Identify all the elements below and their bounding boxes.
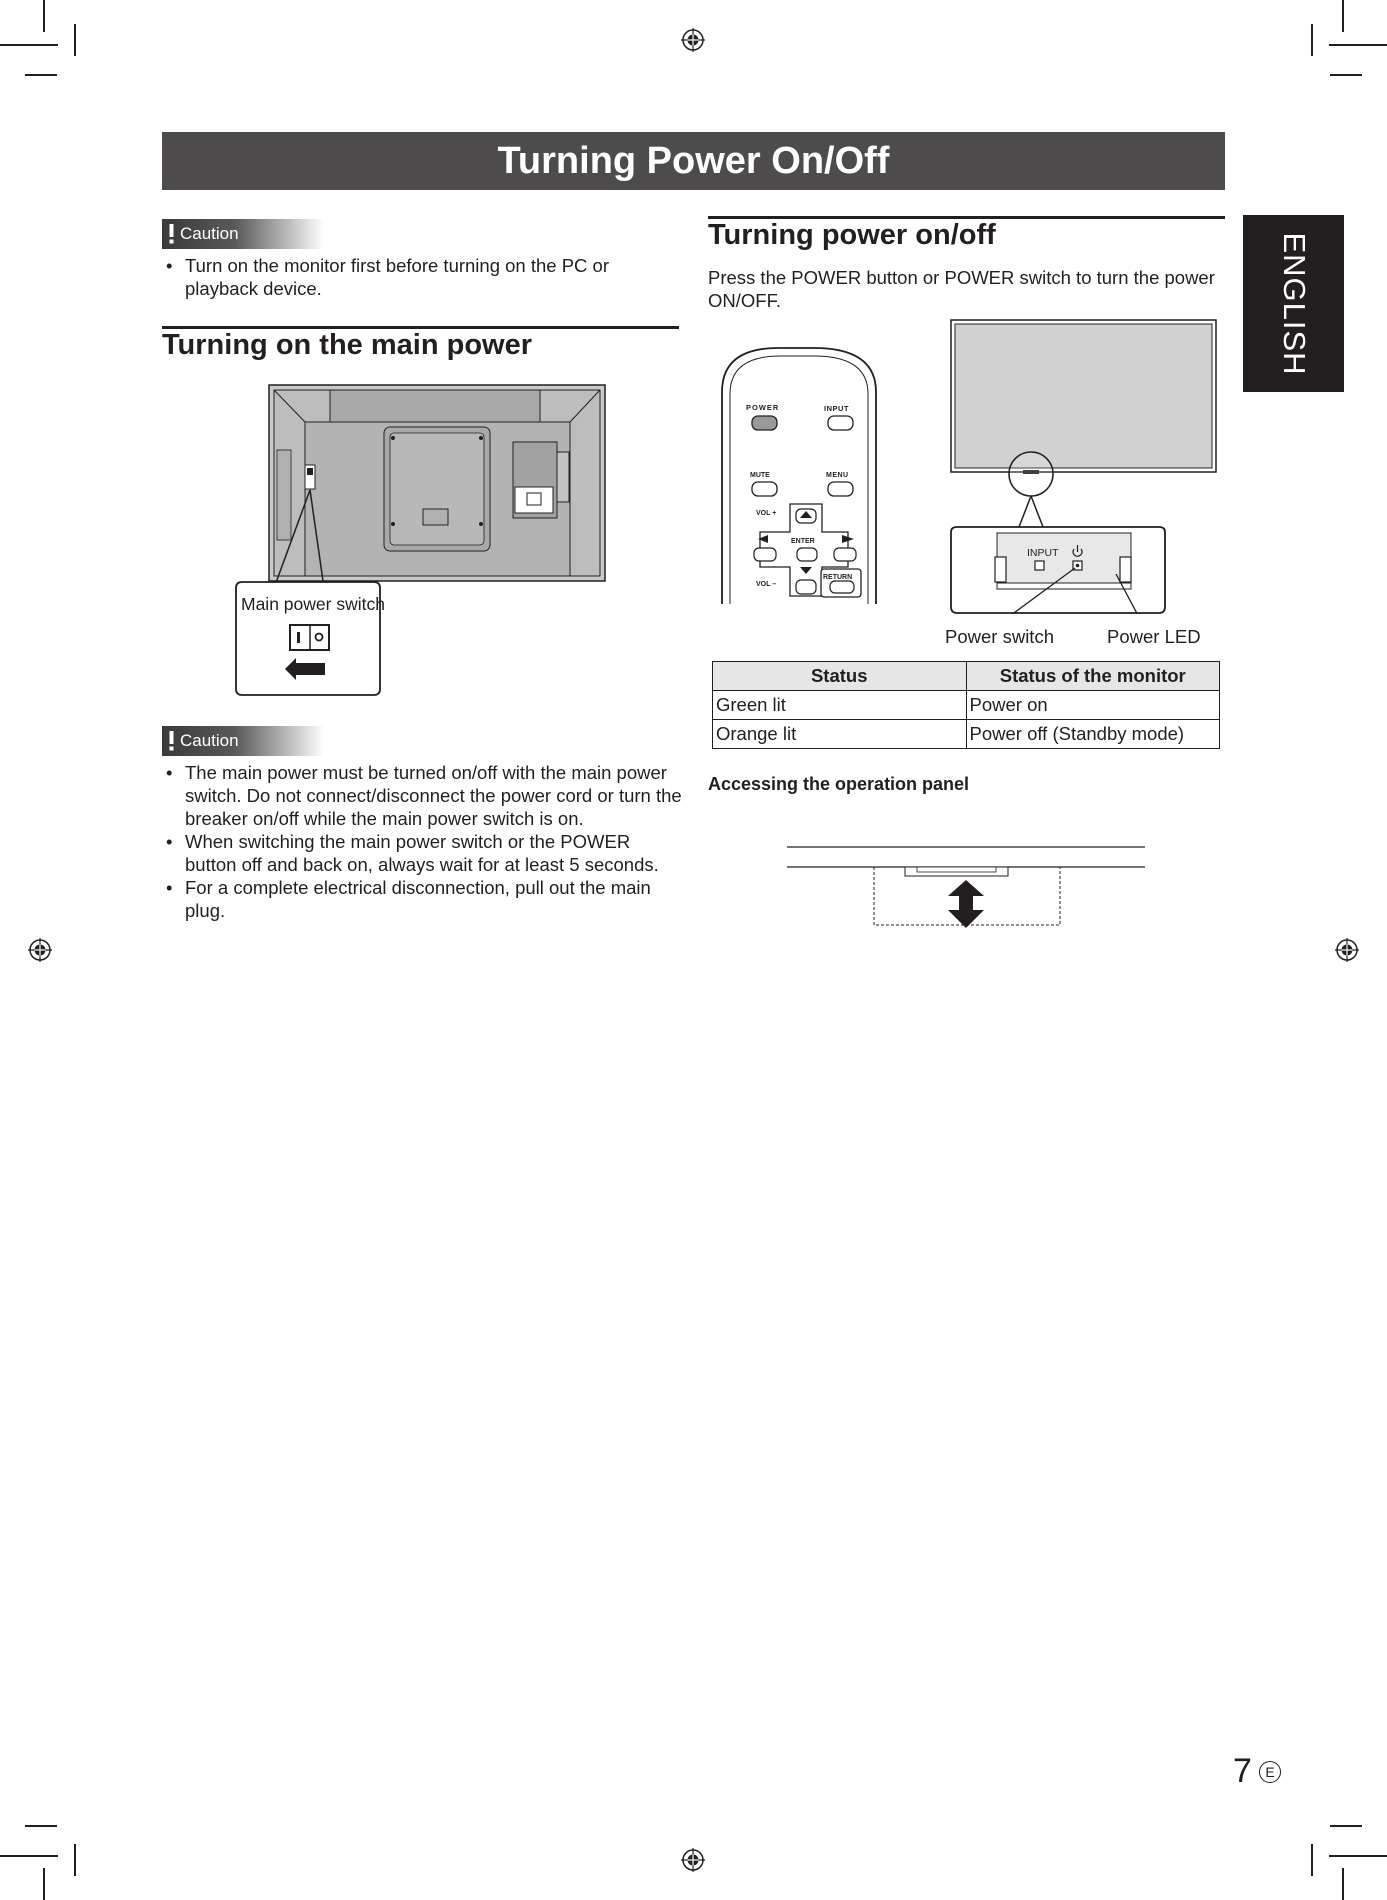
list-item: • The main power must be turned on/off with the main power switch. Do not connect/disconnect the power cord or turn the breaker on/off while the main power switch is on. <box>162 761 682 830</box>
list-item: • When switching the main power switch or the POWER button off and back on, always wait for at least 5 seconds. <box>162 830 682 876</box>
caution-label: Caution <box>180 731 239 750</box>
exclamation-icon <box>169 224 174 244</box>
crop-mark <box>74 24 76 56</box>
main-power-switch-label: Main power switch <box>241 594 385 614</box>
list-item: • For a complete electrical disconnection, pull out the main plug. <box>162 876 682 922</box>
remote-input-label: INPUT <box>824 404 849 413</box>
crop-mark <box>1311 1844 1313 1876</box>
panel-input-label: INPUT <box>1027 547 1059 559</box>
remote-mute-label: MUTE <box>750 472 770 479</box>
crop-mark <box>25 74 57 76</box>
caution-top-list <box>162 254 682 300</box>
section-title-power-onoff: Turning power on/off <box>708 219 996 251</box>
remote-enter-label: ENTER <box>791 538 815 545</box>
crop-mark <box>74 1844 76 1876</box>
crop-mark <box>25 1825 57 1827</box>
remote-menu-label: MENU <box>826 472 849 479</box>
table-row <box>713 691 1220 720</box>
caution-badge <box>162 726 324 756</box>
crop-mark <box>1330 74 1362 76</box>
crop-mark <box>43 1868 45 1900</box>
list-item: • Turn on the monitor first before turning on the PC or playback device. <box>162 254 682 300</box>
registration-mark-icon <box>1335 938 1359 962</box>
caution-badge <box>162 219 324 249</box>
exclamation-icon <box>169 731 174 751</box>
remote-vol-plus-label: VOL + <box>756 510 777 517</box>
language-tab-label: ENGLISH <box>1276 231 1312 376</box>
caution-label: Caution <box>180 224 239 243</box>
registration-mark-icon <box>28 938 52 962</box>
crop-mark <box>1329 44 1387 46</box>
crop-mark <box>0 44 58 46</box>
crop-mark <box>1342 1868 1344 1900</box>
intro-text: Press the POWER button or POWER switch to turn the power ON/OFF. <box>708 267 1215 311</box>
page-title: Turning Power On/Off <box>162 132 1225 190</box>
remote-return-label: RETURN <box>823 574 853 581</box>
crop-mark <box>1342 0 1344 32</box>
caution-bottom-list <box>162 761 682 922</box>
section-title-main-power: Turning on the main power <box>162 329 533 361</box>
power-led-callout: Power LED <box>1107 626 1201 647</box>
table-header-row <box>713 662 1220 691</box>
table-cell: Power on <box>966 691 1220 720</box>
monitor-front-illustration <box>945 316 1220 614</box>
remote-power-label: POWER <box>746 403 780 412</box>
remote-vol-minus-label: VOL – <box>756 581 777 588</box>
table-cell: Power off (Standby mode) <box>966 720 1220 749</box>
crop-mark <box>1330 1825 1362 1827</box>
language-tab <box>1243 215 1344 392</box>
registration-mark-icon <box>681 1848 705 1872</box>
subheading-operation-panel: Accessing the operation panel <box>708 774 970 794</box>
crop-mark <box>1329 1855 1387 1857</box>
power-switch-callout: Power switch <box>945 626 1054 647</box>
table-header: Status <box>713 662 967 691</box>
status-table <box>712 661 1220 749</box>
page-number: 7 <box>1233 1752 1252 1790</box>
operation-panel-illustration <box>780 840 1150 930</box>
registration-mark-icon <box>681 28 705 52</box>
table-cell: Orange lit <box>713 720 967 749</box>
crop-mark <box>0 1855 58 1857</box>
table-row <box>713 720 1220 749</box>
crop-mark <box>43 0 45 32</box>
table-header: Status of the monitor <box>966 662 1220 691</box>
remote-control-illustration <box>718 342 888 604</box>
table-cell: Green lit <box>713 691 967 720</box>
monitor-back-illustration <box>230 380 610 700</box>
crop-mark <box>1311 24 1313 56</box>
page-suffix-badge <box>1259 1761 1281 1783</box>
page-suffix: E <box>1265 1764 1275 1780</box>
